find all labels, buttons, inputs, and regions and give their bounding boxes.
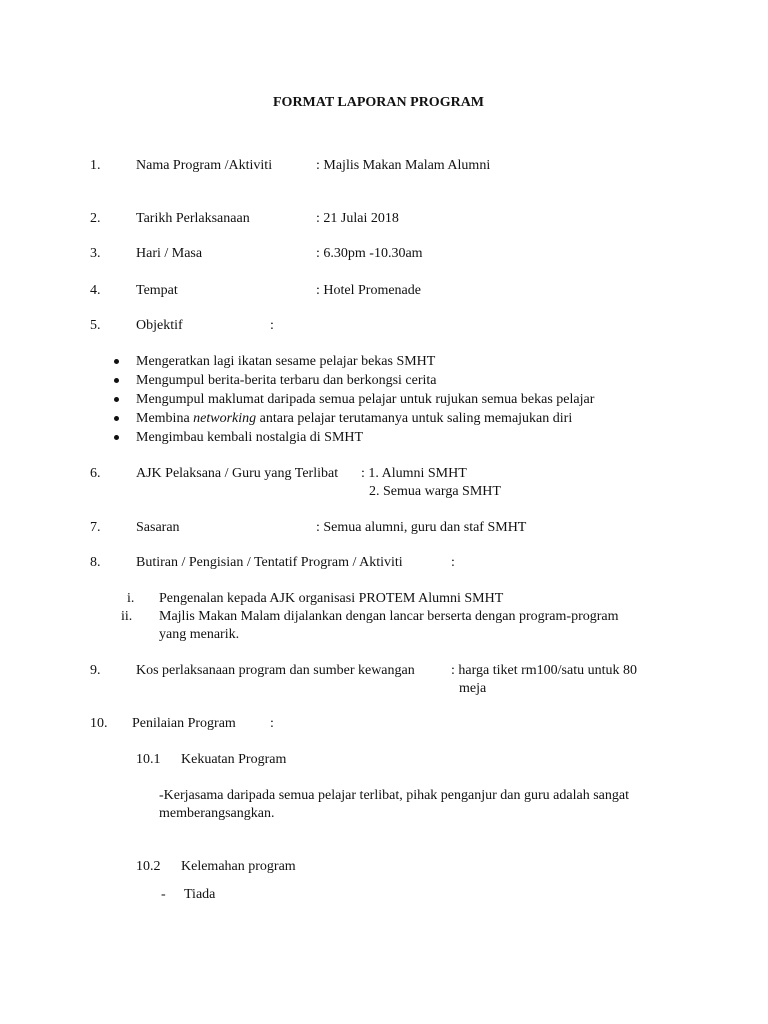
item-label: Hari / Masa [136, 246, 203, 261]
bullet-icon [114, 378, 119, 383]
objective-text: antara pelajar terutamanya untuk saling memajukan diri [256, 411, 573, 426]
detail-number: i. [127, 591, 135, 606]
objective-text: Membina [136, 411, 194, 426]
item-value: : Majlis Makan Malam Alumni [316, 158, 491, 173]
item-value: : 6.30pm -10.30am [316, 246, 423, 261]
subsection-text: -Kerjasama daripada semua pelajar terlibat, pihak penganjur dan guru adalah sangat [159, 788, 629, 803]
objective-item: Mengimbau kembali nostalgia di SMHT [136, 430, 364, 445]
bullet-icon [114, 397, 119, 402]
item-number: 2. [90, 211, 101, 226]
subsection-text: Tiada [184, 887, 216, 902]
subsection-number: 10.2 [136, 859, 161, 874]
item-number: 6. [90, 466, 101, 481]
item-label: Objektif [136, 318, 183, 333]
subsection-label: Kekuatan Program [181, 752, 287, 767]
item-label: Penilaian Program [132, 716, 236, 731]
objective-item: Mengumpul maklumat daripada semua pelajar untuk rujukan semua bekas pelajar [136, 392, 595, 407]
bullet-icon [114, 435, 119, 440]
item-number: 7. [90, 520, 101, 535]
subsection-text-line2: memberangsangkan. [159, 806, 275, 821]
item-number: 3. [90, 246, 101, 261]
item-label: Kos perlaksanaan program dan sumber kewangan [136, 663, 415, 678]
detail-item: Pengenalan kepada AJK organisasi PROTEM Alumni SMHT [159, 591, 504, 606]
item-label: Butiran / Pengisian / Tentatif Program / Aktiviti [136, 555, 403, 570]
item-value: : [270, 716, 274, 731]
item-value: : 21 Julai 2018 [316, 211, 399, 226]
item-value-line2: meja [459, 681, 487, 696]
detail-number: ii. [121, 609, 133, 624]
bullet-icon [114, 359, 119, 364]
dash-marker: - [161, 887, 166, 902]
item-label: Sasaran [136, 520, 180, 535]
item-value-line2: 2. Semua warga SMHT [369, 484, 501, 499]
item-label: Tarikh Perlaksanaan [136, 211, 250, 226]
item-label: Tempat [136, 283, 178, 298]
item-value: : 1. Alumni SMHT [361, 466, 467, 481]
detail-item-line2: yang menarik. [159, 627, 240, 642]
item-value: : Hotel Promenade [316, 283, 421, 298]
detail-item: Majlis Makan Malam dijalankan dengan lancar berserta dengan program-program [159, 609, 619, 624]
item-label: AJK Pelaksana / Guru yang Terlibat [136, 466, 339, 481]
objective-item: Mengumpul berita-berita terbaru dan berkongsi cerita [136, 373, 437, 388]
item-value: : harga tiket rm100/satu untuk 80 [451, 663, 637, 678]
item-value: : [270, 318, 274, 333]
item-number: 8. [90, 555, 101, 570]
item-number: 10. [90, 716, 108, 731]
objective-item: Mengeratkan lagi ikatan sesame pelajar bekas SMHT [136, 354, 436, 369]
item-number: 9. [90, 663, 101, 678]
objective-item [136, 410, 572, 428]
item-label: Nama Program /Aktiviti [136, 158, 273, 173]
objective-emphasis: networking [193, 411, 257, 426]
item-number: 4. [90, 283, 101, 298]
item-value: : Semua alumni, guru dan staf SMHT [316, 520, 527, 535]
subsection-label: Kelemahan program [181, 859, 296, 874]
item-number: 5. [90, 318, 101, 333]
bullet-icon [114, 416, 119, 421]
page-title: FORMAT LAPORAN PROGRAM [273, 95, 485, 110]
item-value: : [451, 555, 455, 570]
subsection-number: 10.1 [136, 752, 161, 767]
item-number: 1. [90, 158, 101, 173]
